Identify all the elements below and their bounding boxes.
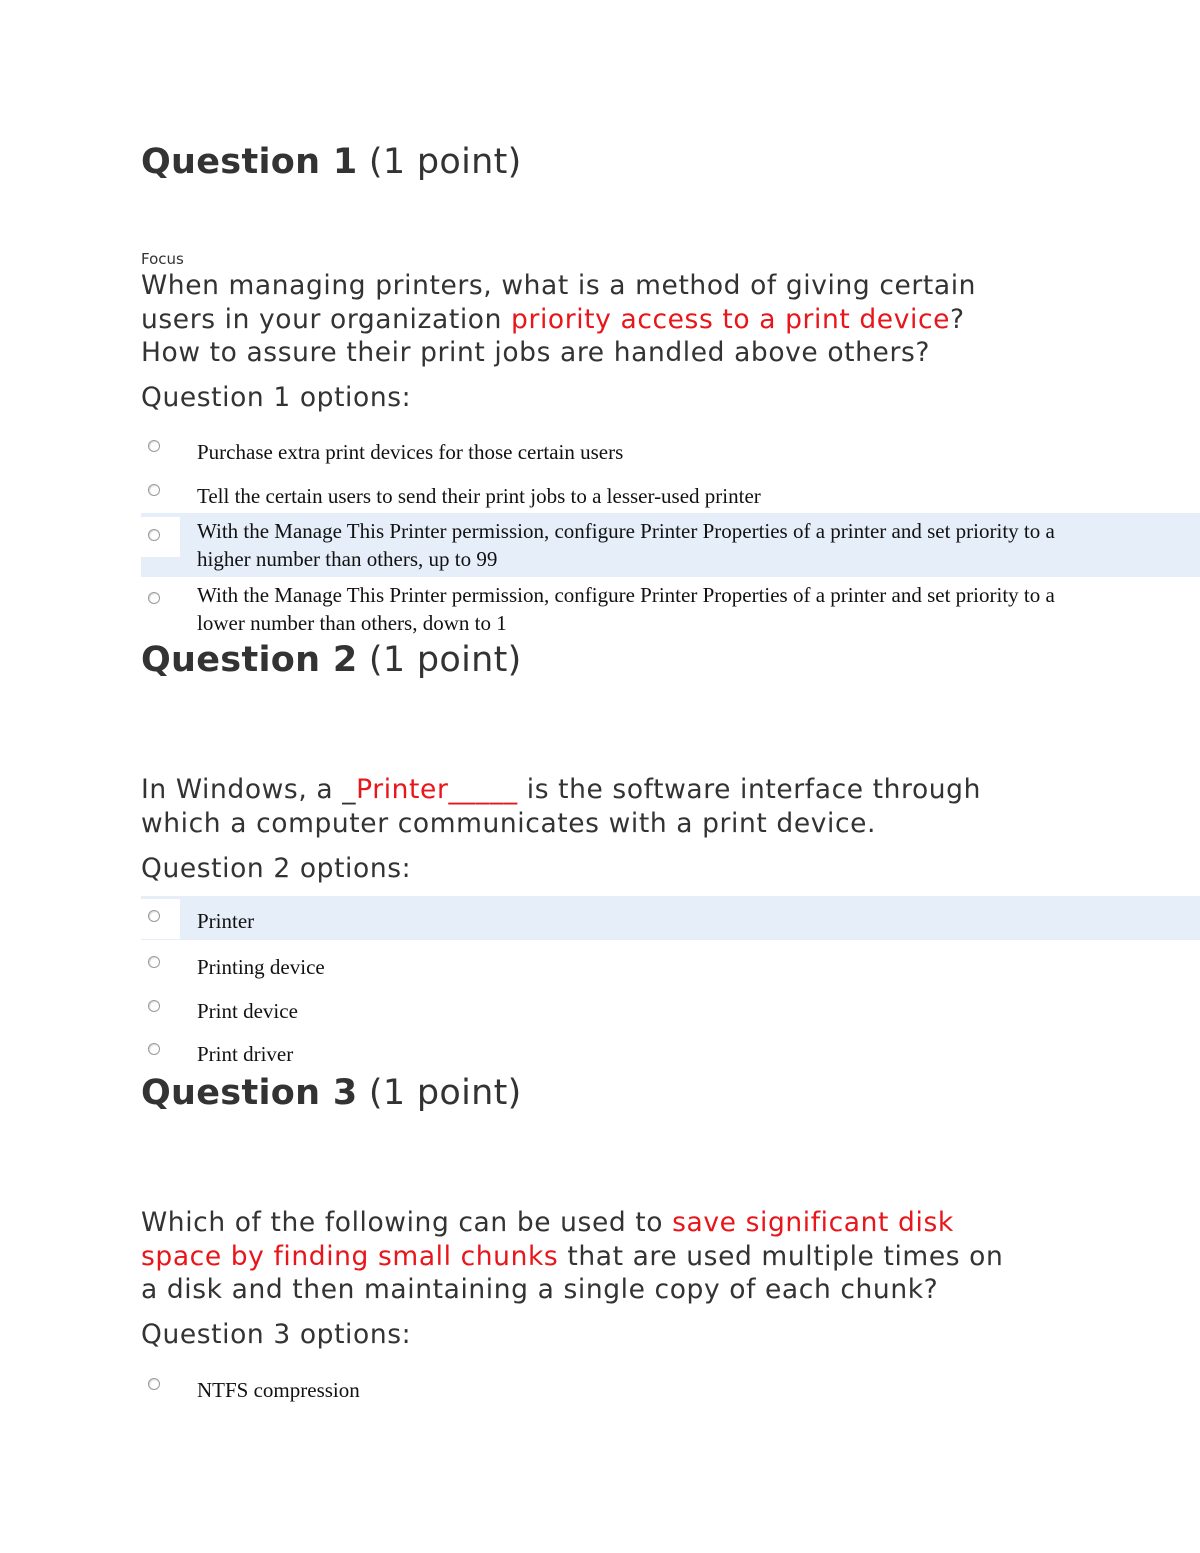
question-title: Question 1 [141,142,358,182]
radio-button-icon[interactable] [148,910,160,922]
question-title: Question 2 [141,640,358,680]
option-label: With the Manage This Printer permission, configure Printer Properties of a printer and set priority to a higher number than others, up to 99 [197,519,1055,571]
option-label: With the Manage This Printer permission, configure Printer Properties of a printer and set priority to a lower number than others, down to 1 [197,583,1055,635]
question-2-options-heading: Question 2 options: [141,853,412,884]
question-points: (1 point) [368,640,522,680]
highlighted-text: priority access to a print device [511,303,951,335]
question-points: (1 point) [368,142,522,182]
question-3-heading [141,1071,522,1115]
option-q3-a[interactable] [141,1368,1200,1408]
radio-button-icon[interactable] [148,1043,160,1055]
option-q2-b[interactable] [141,946,1200,986]
radio-highlight-box [141,517,180,557]
question-text-line: users in your organization priority access to a print device? [141,303,965,335]
radio-button-icon[interactable] [148,1000,160,1012]
question-text-line: a disk and then maintaining a single copy of each chunk? [141,1274,939,1305]
question-text-line: space by finding small chunks that are used multiple times on [141,1240,1004,1272]
radio-button-icon[interactable] [148,956,160,968]
question-3-text [141,1206,1003,1307]
question-3-options-heading: Question 3 options: [141,1319,412,1350]
radio-button-icon[interactable] [148,484,160,496]
option-q1-d[interactable] [141,578,1200,638]
question-text-line: How to assure their print jobs are handled above others? [141,337,931,368]
question-1-options-heading: Question 1 options: [141,382,412,413]
option-q2-d[interactable] [141,1034,1200,1074]
option-q2-a[interactable] [141,896,1200,940]
question-2-text [141,773,981,840]
radio-button-icon[interactable] [148,1378,160,1390]
question-points: (1 point) [368,1073,522,1113]
option-label: Purchase extra print devices for those certain users [197,440,624,464]
highlighted-text: save significant disk [672,1207,954,1238]
radio-button-icon[interactable] [148,440,160,452]
question-2-heading [141,638,522,682]
question-text-line: Which of the following can be used to save significant disk [141,1207,954,1238]
question-text-line: In Windows, a _Printer_____ is the software interface through [141,774,981,805]
option-label: NTFS compression [197,1378,360,1402]
option-label: Print device [197,999,298,1023]
option-q2-c[interactable] [141,990,1200,1030]
question-1-heading [141,140,522,184]
question-text-line: When managing printers, what is a method of giving certain [141,270,977,301]
option-q1-b[interactable] [141,474,1200,514]
question-text-line: which a computer communicates with a print device. [141,807,877,839]
option-label: Tell the certain users to send their print jobs to a lesser-used printer [197,484,761,508]
option-label: Print driver [197,1042,294,1066]
radio-button-icon[interactable] [148,529,160,541]
option-q1-a[interactable] [141,430,1200,470]
radio-button-icon[interactable] [148,592,160,604]
option-label: Printing device [197,955,325,979]
option-label: Printer [197,909,255,933]
question-1-text [141,269,976,370]
focus-label: Focus [141,250,184,268]
radio-highlight-box [141,899,180,939]
highlighted-text: Printer_____ [356,774,518,805]
highlighted-text: space by finding small chunks [141,1240,559,1272]
question-title: Question 3 [141,1073,358,1113]
option-q1-c[interactable] [141,513,1200,577]
